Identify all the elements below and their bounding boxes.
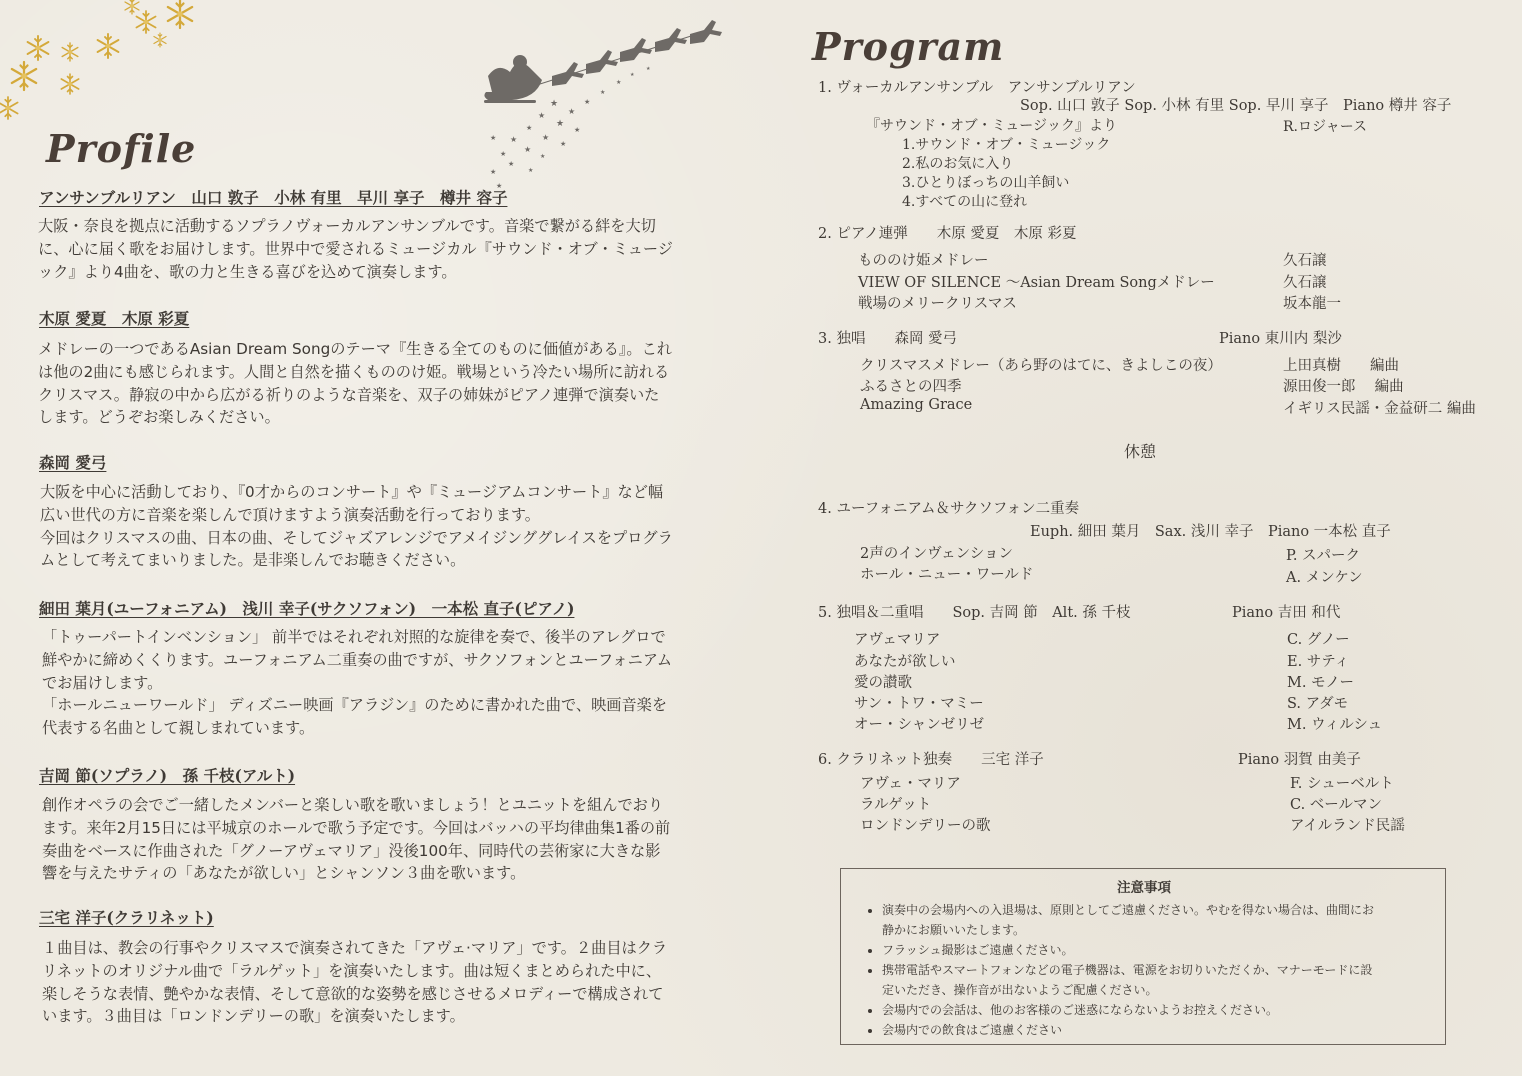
program-item-3-song: ふるさとの四季 [860, 379, 962, 395]
snowflake-icon [0, 97, 18, 119]
program-item-6-song: ラルゲット [860, 797, 932, 813]
profile-text-miyake: １曲目は、教会の行事やクリスマスで演奏されてきた「アヴェ·マリア」です。２曲目はクラ リネットのオリジナル曲で「ラルゲット」を演奏いたします。曲は短くまとめられた中に、 楽しそうな表情、艶やかな表情、そして意欲的な姿勢を感じさせるメロディーで構成されて います。３曲目は「ロンドンデリーの歌」を演奏いたします。 [42, 939, 668, 1026]
program-item-6-composer: アイルランド民謡 [1290, 818, 1405, 834]
program-item-5-song: あなたが欲しい [854, 654, 956, 670]
program-item-3-piano: Piano 東川内 梨沙 [1219, 331, 1342, 347]
program-item-5-composer: E. サティ [1287, 654, 1350, 670]
profile-text-morioka: 大阪を中心に活動しており、『0才からのコンサート』や『ミュージアムコンサート』など幅 広い世代の方に音楽を楽しんで頂けますよう演奏活動を行っております。 今回はクリスマスの曲、日本の曲、そしてジャズアレンジでアメイジンググレイスをプログラ ムとして考えてまいりました。是非楽しんでお聴きください。 [40, 483, 673, 570]
notice-item: • 会場内での飲食はご遠慮ください [882, 1020, 1442, 1040]
profile-heading-kihara: 木原 愛夏 木原 彩夏 [39, 309, 190, 328]
program-item-3-head: 3. 独唱 森岡 愛弓 [818, 331, 958, 347]
program-item-3-song: クリスマスメドレー（あら野のはてに、きよしこの夜） [860, 358, 1222, 374]
program-item-4-composer: P. スパーク [1286, 548, 1361, 564]
svg-text:★: ★ [510, 135, 518, 144]
svg-text:★: ★ [490, 134, 497, 142]
program-item-6-head: 6. クラリネット独奏 三宅 洋子 [818, 752, 1044, 768]
profile-heading-miyake: 三宅 洋子(クラリネット) [39, 908, 214, 927]
program-item-2-song: 戦場のメリークリスマス [858, 296, 1017, 312]
program-item-3-composer: 上田真樹 編曲 [1283, 358, 1399, 374]
program-item-4-performers: Euph. 細田 葉月 Sax. 浅川 幸子 Piano 一本松 直子 [1030, 524, 1391, 540]
program-item-4-song: ホール・ニュー・ワールド [860, 567, 1034, 583]
gold-snowflakes-decoration [0, 0, 230, 140]
snowflake-icon [98, 34, 119, 58]
snowflake-icon [28, 36, 49, 60]
program-item-1-head: 1. ヴォーカルアンサンブル アンサンブルリアン [818, 80, 1136, 96]
program-item-6-song: ロンドンデリーの歌 [860, 818, 991, 834]
svg-text:★: ★ [584, 98, 591, 106]
intermission-label: 休憩 [1124, 442, 1157, 461]
program-item-1-song: 1.サウンド・オブ・ミュージック [902, 137, 1111, 153]
snowflake-icon [62, 43, 78, 61]
svg-text:★: ★ [560, 140, 567, 148]
svg-text:★: ★ [538, 111, 546, 120]
svg-text:★: ★ [616, 79, 622, 86]
program-item-1-song: 2.私のお気に入り [902, 156, 1014, 172]
program-item-5-song: アヴェマリア [854, 632, 941, 648]
profile-text-duo: 「トゥーパートインベンション」 前半ではそれぞれ対照的な旋律を奏で、後半のアレグロで 鮮やかに締めくくります。ユーフォニアム二重奏の曲ですが、サクソフォンとユーフォニアム でお届けします。 「ホールニューワールド」 ディズニー映画『アラジン』のために書かれた曲で、映画音楽を 代表する名曲として親しまれています。 [42, 628, 673, 738]
notice-box [840, 868, 1446, 1045]
program-item-5-song: サン・トワ・マミー [854, 696, 984, 712]
snowflake-icon [61, 74, 78, 94]
svg-text:★: ★ [496, 182, 503, 190]
svg-text:★: ★ [568, 107, 576, 116]
svg-text:★: ★ [542, 133, 550, 142]
program-item-5-composer: M. モノー [1287, 675, 1354, 691]
program-item-6-composer: F. シューベルト [1290, 776, 1394, 792]
profile-text-yoshioka: 創作オペラの会でご一緒したメンバーと楽しい歌を歌いましょう！とユニットを組んでおり ます。来年2月15日には平城京のホールで歌う予定です。今回はバッハの平均律曲集1番の前 奏曲をベースに作曲された「グノーアヴェマリア」没後100年、同時代の芸術家に大きな影 響を与えたサティの「あなたが欲しい」とシャンソン３曲を歌います。 [42, 796, 671, 883]
svg-text:★: ★ [540, 153, 546, 160]
svg-text:★: ★ [550, 99, 559, 109]
profile-heading-morioka: 森岡 愛弓 [39, 453, 107, 472]
program-item-3-composer: イギリス民謡・金益研二 編曲 [1283, 401, 1476, 417]
svg-text:★: ★ [646, 66, 651, 72]
program-item-5-composer: M. ウィルシュ [1287, 717, 1383, 733]
program-item-2-song: もののけ姫メドレー [858, 253, 989, 269]
notice-title: 注意事項 [1117, 880, 1171, 896]
program-item-6-composer: C. ベールマン [1290, 797, 1383, 813]
profile-text-kihara: メドレーの一つであるAsian Dream Songのテーマ『生きる全てのものに価値がある』。これ は他の2曲にも感じられます。人間と自然を描くもののけ姫。戦場という冷たい場所に訪れる クリスマス。静寂の中から広がる祈りのような音楽を、双子の姉妹がピアノ連弾で演奏いた します。どうぞお楽しみください。 [38, 340, 672, 427]
notice-item: • フラッシュ撮影はご遠慮ください。 [882, 940, 1442, 960]
svg-text:★: ★ [556, 119, 565, 129]
svg-text:★: ★ [508, 160, 515, 168]
snowflake-icon [136, 11, 155, 33]
program-item-2-song: VIEW OF SILENCE 〜Asian Dream Songメドレー [858, 275, 1215, 291]
svg-text:★: ★ [526, 124, 533, 132]
svg-text:★: ★ [500, 150, 507, 158]
program-item-2-head: 2. ピアノ連弾 木原 愛夏 木原 彩夏 [818, 226, 1077, 242]
profile-heading-yoshioka: 吉岡 節(ソプラノ) 孫 千枝(アルト) [39, 766, 296, 785]
snowflake-icon [168, 0, 192, 28]
program-item-6-piano: Piano 羽賀 由美子 [1238, 752, 1361, 768]
notice-item: • 演奏中の会場内への入退場は、原則としてご遠慮ください。やむを得ない場合は、曲間にお 静かにお願いいたします。 [882, 900, 1442, 940]
program-item-4-song: 2声のインヴェンション [860, 546, 1013, 562]
program-title: Program [812, 24, 1005, 69]
profile-heading-duo: 細田 葉月(ユーフォニアム) 浅川 幸子(サクソフォン) 一本松 直子(ピアノ) [39, 599, 575, 618]
svg-text:★: ★ [524, 145, 532, 154]
program-item-5-song: 愛の讃歌 [854, 675, 912, 691]
program-item-3-composer: 源田俊一郎 編曲 [1283, 379, 1404, 395]
program-item-1-song: 4.すべての山に登れ [902, 194, 1028, 210]
snowflake-icon [12, 62, 36, 90]
program-item-5-composer: S. アダモ [1287, 696, 1349, 712]
santa-sleigh-icon [480, 6, 740, 196]
program-item-4-composer: A. メンケン [1286, 570, 1363, 586]
program-item-5-head: 5. 独唱＆二重唱 Sop. 吉岡 節 Alt. 孫 千枝 [818, 605, 1131, 621]
program-item-2-composer: 久石譲 [1283, 275, 1327, 291]
program-item-4-head: 4. ユーフォニアム＆サクソフォン二重奏 [818, 501, 1080, 517]
profile-title: Profile [46, 126, 197, 171]
program-item-1-performers: Sop. 山口 敦子 Sop. 小林 有里 Sop. 早川 享子 Piano 樽井 容子 [1020, 98, 1452, 114]
program-item-3-song: Amazing Grace [860, 397, 973, 413]
notice-item: • 携帯電話やスマートフォンなどの電子機器は、電源をお切りいただくか、マナーモードに設 定いただき、操作音が出ないようご配慮ください。 [882, 960, 1442, 1000]
snowflake-icon [125, 0, 139, 14]
svg-text:★: ★ [528, 167, 534, 174]
notice-item: • 会場内での会話は、他のお客様のご迷惑にならないようお控えください。 [882, 1000, 1442, 1020]
snowflake-icon [154, 33, 166, 47]
svg-text:★: ★ [490, 168, 497, 176]
program-item-2-composer: 久石譲 [1283, 253, 1327, 269]
program-item-2-composer: 坂本龍一 [1283, 296, 1341, 312]
program-item-6-song: アヴェ・マリア [860, 776, 961, 792]
program-item-5-song: オー・シャンゼリゼ [854, 717, 985, 733]
profile-text-ensemble: 大阪・奈良を拠点に活動するソプラノヴォーカルアンサンブルです。音楽で繋がる絆を大切 に、心に届く歌をお届けします。世界中で愛されるミュージカル『サウンド・オブ・ミュージ ック』より4曲を、歌の力と生きる喜びを込めて演奏します。 [38, 217, 673, 281]
svg-text:★: ★ [574, 126, 581, 134]
svg-text:★: ★ [630, 72, 635, 78]
notice-list [865, 900, 1442, 1040]
program-item-1-source: 『サウンド・オブ・ミュージック』より [866, 118, 1118, 134]
profile-heading-ensemble: アンサンブルリアン 山口 敦子 小林 有里 早川 享子 樽井 容子 [39, 188, 508, 207]
program-item-1-composer: R.ロジャース [1283, 119, 1368, 135]
program-item-5-piano: Piano 吉田 和代 [1232, 605, 1341, 621]
program-item-5-composer: C. グノー [1287, 632, 1350, 648]
svg-text:★: ★ [600, 89, 606, 96]
program-item-1-song: 3.ひとりぼっちの山羊飼い [902, 175, 1070, 191]
